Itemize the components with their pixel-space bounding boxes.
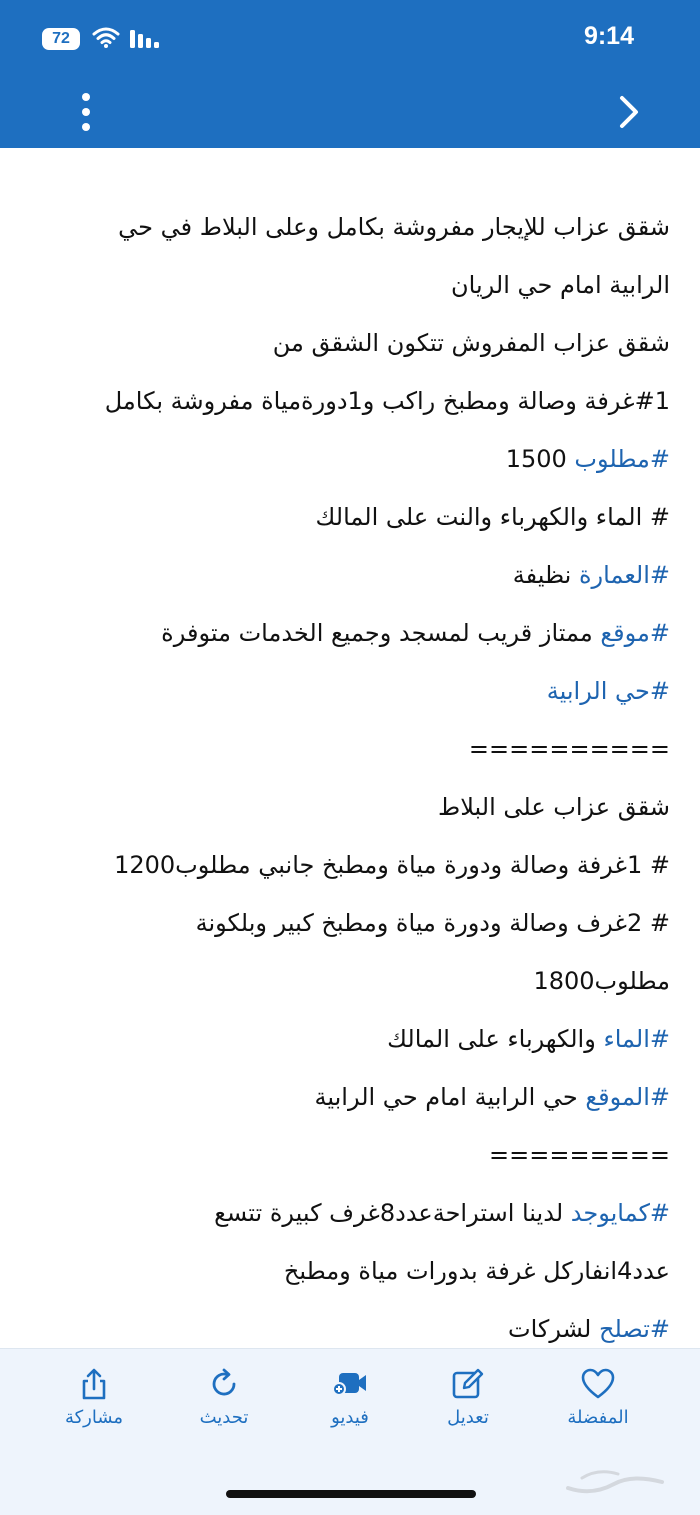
refresh-icon bbox=[207, 1367, 241, 1401]
post-text: حي الرابية امام حي الرابية bbox=[314, 1083, 586, 1111]
post-line bbox=[30, 488, 670, 546]
hashtag-link[interactable]: #كمايوجد bbox=[570, 1199, 670, 1227]
post-line bbox=[30, 198, 670, 256]
post-text: والكهرباء على المالك bbox=[387, 1025, 604, 1053]
post-text: # 2غرف وصالة ودورة مياة ومطبخ كبير وبلكونة bbox=[195, 909, 670, 937]
post-line bbox=[30, 256, 670, 314]
edit-label: تعديل bbox=[447, 1407, 489, 1428]
hashtag-link[interactable]: #الموقع bbox=[585, 1083, 670, 1111]
post-line bbox=[30, 604, 670, 662]
favorite-button[interactable] bbox=[538, 1367, 658, 1447]
post-line bbox=[30, 952, 670, 1010]
post-text: نظيفة bbox=[512, 561, 579, 589]
post-text: ========== bbox=[468, 735, 670, 763]
share-icon bbox=[77, 1367, 111, 1401]
video-icon bbox=[325, 1367, 375, 1401]
heart-icon bbox=[581, 1367, 615, 1401]
post-text: شقق عزاب المفروش تتكون الشقق من bbox=[272, 329, 670, 357]
favorite-label: المفضلة bbox=[567, 1407, 629, 1428]
edit-button[interactable] bbox=[408, 1367, 528, 1447]
post-line bbox=[30, 1010, 670, 1068]
video-button[interactable] bbox=[290, 1367, 410, 1447]
post-text: لدينا استراحةعدد8غرف كبيرة تتسع bbox=[214, 1199, 571, 1227]
battery-icon bbox=[42, 28, 80, 50]
post-line bbox=[30, 546, 670, 604]
signal-icon bbox=[130, 26, 162, 48]
post-text: الرابية امام حي الريان bbox=[451, 271, 670, 299]
post-line bbox=[30, 720, 670, 778]
edit-icon bbox=[451, 1367, 485, 1401]
post-text: 1500 bbox=[505, 445, 575, 473]
post-line bbox=[30, 1068, 670, 1126]
post-text: مطلوب1800 bbox=[533, 967, 670, 995]
hashtag-link[interactable]: #العمارة bbox=[578, 561, 670, 589]
hashtag-link[interactable]: #تصلح bbox=[598, 1315, 670, 1343]
post-text: عدد4انفاركل غرفة بدورات مياة ومطبخ bbox=[283, 1257, 670, 1285]
post-text: لشركات bbox=[508, 1315, 599, 1343]
top-bar bbox=[0, 0, 700, 148]
share-button[interactable] bbox=[34, 1367, 154, 1447]
post-line bbox=[30, 836, 670, 894]
battery-level: 72 bbox=[52, 30, 70, 47]
post-line bbox=[30, 662, 670, 720]
watermark-logo bbox=[562, 1462, 672, 1502]
status-time: 9:14 bbox=[583, 22, 634, 50]
hashtag-link[interactable]: #مطلوب bbox=[574, 445, 670, 473]
hashtag-link[interactable]: #موقع bbox=[600, 619, 670, 647]
home-indicator bbox=[226, 1490, 476, 1498]
share-label: مشاركة bbox=[64, 1407, 124, 1428]
post-line bbox=[30, 894, 670, 952]
post-text: #1غرفة وصالة ومطبخ راكب و1دورةمياة مفروشة بكامل bbox=[104, 387, 670, 415]
post-line bbox=[30, 314, 670, 372]
post-text: شقق عزاب للإيجار مفروشة بكامل وعلى البلاط في حي bbox=[118, 213, 670, 241]
refresh-button[interactable] bbox=[164, 1367, 284, 1447]
post-body bbox=[30, 198, 670, 1358]
video-label: فيديو bbox=[331, 1407, 369, 1428]
post-line bbox=[30, 372, 670, 430]
hashtag-link[interactable]: #حي الرابية bbox=[546, 677, 670, 705]
hashtag-link[interactable]: #الماء bbox=[603, 1025, 670, 1053]
refresh-label: تحديث bbox=[199, 1407, 249, 1428]
post-text: ممتاز قريب لمسجد وجميع الخدمات متوفرة bbox=[161, 619, 601, 647]
post-line bbox=[30, 1184, 670, 1242]
chevron-right-icon[interactable] bbox=[618, 94, 640, 130]
post-line bbox=[30, 1242, 670, 1300]
more-vertical-icon[interactable] bbox=[80, 92, 92, 132]
post-text: ========= bbox=[489, 1141, 670, 1169]
post-text: شقق عزاب على البلاط bbox=[438, 793, 670, 821]
post-text: # 1غرفة وصالة ودورة مياة ومطبخ جانبي مطلوب1200 bbox=[114, 851, 670, 879]
post-line bbox=[30, 778, 670, 836]
post-line bbox=[30, 1126, 670, 1184]
post-line bbox=[30, 430, 670, 488]
wifi-icon bbox=[92, 26, 120, 48]
post-text: # الماء والكهرباء والنت على المالك bbox=[315, 503, 670, 531]
